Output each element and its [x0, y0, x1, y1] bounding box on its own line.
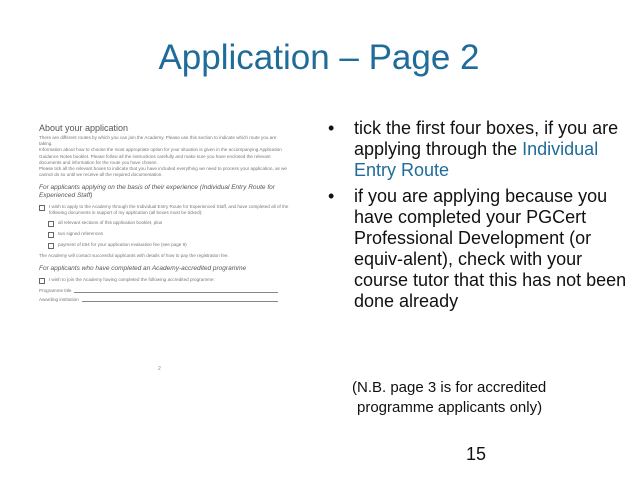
section-1-option [39, 204, 292, 216]
accredited-note [352, 378, 622, 418]
document-heading: About your application [39, 123, 129, 133]
individual-entry-route-link: Individual Entry Route [354, 139, 599, 180]
section-1-item [48, 242, 292, 249]
section-1-item [48, 231, 292, 238]
section-1-item-text: all relevant sections of this application booklet, plus [58, 220, 163, 226]
checkbox-icon [48, 221, 54, 227]
section-2-option [39, 277, 292, 284]
slide-number: 15 [466, 444, 487, 464]
programme-title-field [39, 288, 292, 293]
section-2-option-text: I wish to join the Academy having completed the following accredited programme: [49, 276, 215, 282]
fee-note: The Academy will contact successful applicants with details of how to pay the registration fee. [39, 253, 229, 259]
bullet-icon: • [328, 118, 335, 138]
document-intro-2: Information about how to choose the most appropriate option for your situation is given in the accompanying Application Guidance Notes booklet. Please follow all the instructions carefully and make sure you have enclosed the relevant documents and information for the route you have chosen. [39, 147, 282, 165]
awarding-institution-label: Awarding institution [39, 296, 79, 302]
section-1-title: For applicants applying on the basis of their experience (Individual Entry Route for Experienced Staff) [39, 184, 275, 200]
document-page-number: 2 [158, 366, 161, 372]
bullet-item [326, 186, 631, 312]
field-underline [82, 297, 278, 302]
document-intro-1: There are different routes by which you can join the Academy. Please use this section to indicate which route you are taking. [39, 135, 277, 147]
section-2-title: For applicants who have completed an Academy-accredited programme [39, 265, 247, 273]
checkbox-icon [39, 278, 45, 284]
application-page-image [30, 120, 292, 382]
document-intro-3: Please tick all the relevant boxes to indicate that you have included everything we need to process your application, as we cannot do so until we receive all the required documentation. [39, 166, 287, 178]
checkbox-icon [48, 232, 54, 238]
programme-title-label: Programme title [39, 287, 72, 293]
checkbox-icon [39, 205, 45, 211]
bullet-icon: • [328, 186, 335, 206]
checkbox-icon [48, 243, 54, 249]
slide-title: Application – Page 2 [158, 38, 480, 77]
awarding-institution-field [39, 297, 292, 302]
section-1-item [48, 220, 292, 227]
bullet-2-text: if you are applying because you have completed your PGCert Professional Development (or equiv-alent), check with your course tutor that this has not been done already [354, 186, 627, 311]
note-line-1: (N.B. page 3 is for accredited [352, 379, 547, 396]
bullet-item [326, 118, 631, 181]
bullet-1-text: tick the first four boxes, if you are applying through the [354, 118, 619, 159]
section-1-item-text: payment of £94 for your application evaluation fee (see page 9) [58, 242, 187, 248]
section-1-option-text: I wish to apply to the Academy through the Individual Entry Route for Experienced Staff, and have completed all of the following documents in support of my application (all boxes must be ticked): [49, 203, 289, 215]
section-1-item-text: two signed references [58, 231, 103, 237]
bullet-list [326, 118, 631, 317]
field-underline [74, 288, 278, 293]
note-line-2: programme applicants only) [357, 399, 543, 416]
